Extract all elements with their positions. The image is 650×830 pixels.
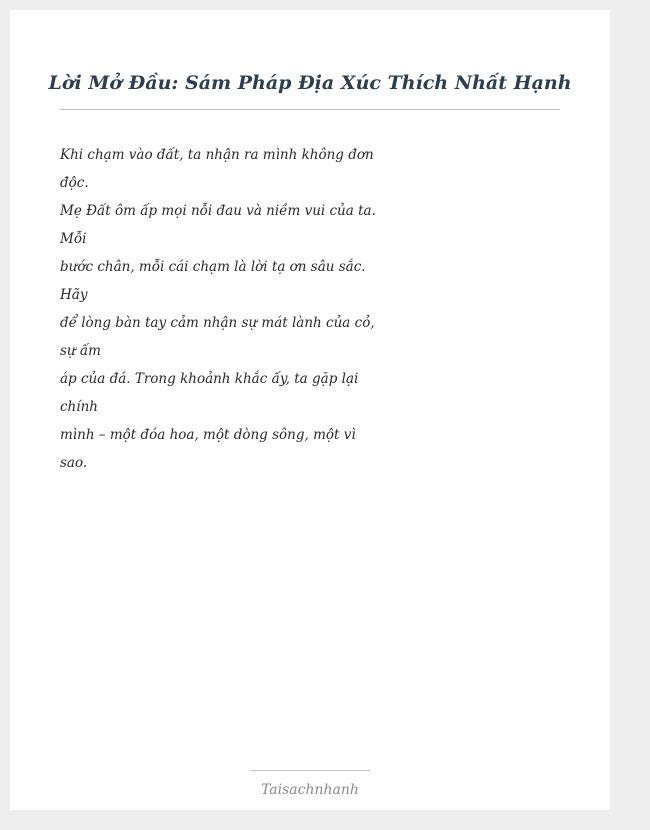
text-line: Hãy (60, 287, 88, 303)
text-line: sao. (60, 455, 88, 471)
title-divider (60, 109, 560, 110)
body-text (60, 141, 390, 477)
text-line: để lòng bàn tay cảm nhận sự mát lành của cỏ, (60, 315, 375, 331)
text-line: áp của đá. Trong khoảnh khắc ấy, ta gặp lại (60, 371, 359, 387)
text-line: độc. (60, 175, 89, 191)
document-page (10, 10, 610, 810)
text-line: sự ấm (60, 343, 101, 359)
text-line: chính (60, 399, 98, 415)
footer-brand: Taisachnhanh (261, 782, 359, 798)
text-line: Mẹ Đất ôm ấp mọi nỗi đau và niềm vui của ta. (60, 203, 376, 219)
footer-divider (250, 770, 370, 771)
text-line: bước chân, mỗi cái chạm là lời tạ ơn sâu sắc. (60, 259, 366, 275)
text-line: Mỗi (60, 231, 87, 247)
text-line: Khi chạm vào đất, ta nhận ra mình không đơn (60, 147, 374, 163)
document-title: Lời Mở Đầu: Sám Pháp Địa Xúc Thích Nhất Hạnh (48, 72, 572, 94)
text-line: mình – một đóa hoa, một dòng sông, một vì (60, 427, 356, 443)
